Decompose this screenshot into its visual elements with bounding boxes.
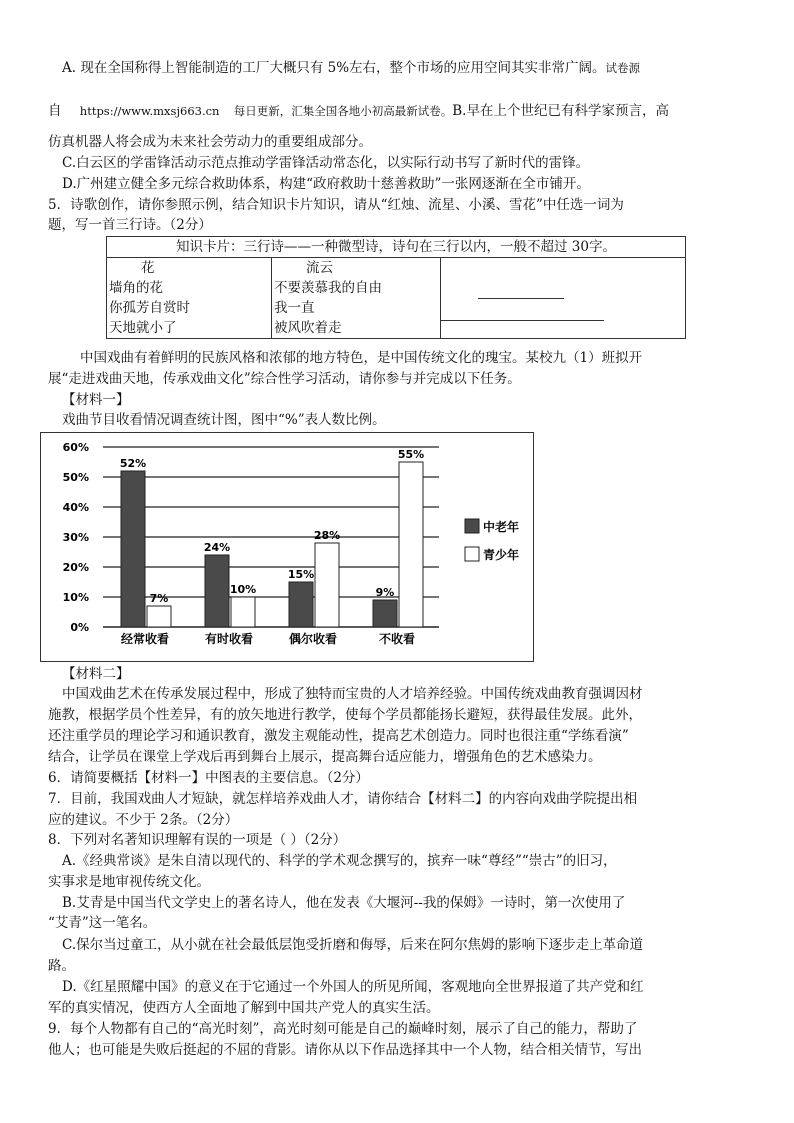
answer-blank-1[interactable] — [478, 298, 564, 299]
material-2-title: 【材料二】 — [62, 666, 130, 682]
bar-middle-aged — [205, 555, 229, 627]
watermark-text: 每日更新，汇集全国各地小初高最新试卷。 — [233, 104, 453, 118]
material-2-line4: 结合，让学员在课堂上学戏后再到舞台上展示，提高舞台适应能力，增强角色的艺术感染力。 — [48, 749, 602, 765]
legend-swatch — [465, 547, 479, 561]
x-tick-label: 经常收看 — [120, 632, 170, 646]
data-label: 9% — [375, 586, 395, 599]
question-8-option-c-line1: C.保尔当过童工，从小就在社会最低层饱受折磨和侮辱，后来在阿尔焦姆的影响下逐步走上革命道 — [62, 937, 644, 953]
x-tick-label: 有时收看 — [204, 632, 254, 646]
question-8-option-b-line2: “艾青”这一笔名。 — [48, 915, 157, 931]
option-a-text: A. 现在全国称得上智能制造的工厂大概只有 5%左右，整个市场的应用空间其实非常广阔。 — [62, 60, 606, 76]
answer-blank-2[interactable] — [440, 320, 604, 321]
material-1-desc: 戏曲节目收看情况调查统计图，图中“%”表人数比例。 — [62, 412, 386, 428]
bar-youth — [147, 606, 171, 627]
poem1-line2: 你孤芳自赏时 — [109, 300, 190, 316]
y-tick-label: 60% — [62, 441, 89, 454]
question-9-line2: 他人；也可能是失败后挺起的不屈的背影。请你从以下作品选择其中一个人物，结合相关情节，写出 — [48, 1042, 642, 1058]
bar-middle-aged — [373, 600, 397, 627]
intro-line1: 中国戏曲有着鲜明的民族风格和浓郁的地方特色，是中国传统文化的瑰宝。某校九（1）班拟开 — [80, 350, 643, 366]
y-tick-label: 50% — [62, 471, 89, 484]
chart-frame — [40, 432, 534, 662]
material-1-title: 【材料一】 — [62, 392, 130, 408]
bar-youth — [231, 597, 255, 627]
watermark-line — [48, 101, 746, 121]
option-b-continued: 仿真机器人将会成为未来社会劳动力的重要组成部分。 — [48, 134, 372, 150]
legend-swatch — [465, 519, 479, 533]
question-8-option-c-line2: 路。 — [48, 958, 75, 974]
x-tick-label: 偶尔收看 — [288, 632, 338, 646]
bar-middle-aged — [289, 582, 313, 627]
option-a-line — [62, 58, 746, 78]
y-tick-label: 30% — [62, 531, 89, 544]
question-8: 8．下列对名著知识理解有误的一项是（ ）（2分） — [48, 832, 347, 848]
option-c-text: C.白云区的学雷锋活动示范点推动学雷锋活动常态化，以实际行动书写了新时代的雷锋。 — [62, 155, 590, 171]
bar-chart — [41, 433, 533, 661]
question-8-option-d-line1: D.《红星照耀中国》的意义在于它通过一个外国人的所见所闻，客观地向全世界报道了共产党和红 — [62, 979, 644, 995]
data-label: 24% — [203, 541, 231, 554]
poem-example-2 — [272, 258, 441, 339]
bar-youth — [315, 543, 339, 627]
option-b-text: B.早在上个世纪已有科学家预言，高 — [452, 103, 669, 119]
poem-example-1 — [107, 258, 272, 339]
question-7-line2: 应的建议。不少于 2条。（2分） — [48, 812, 239, 828]
data-label: 55% — [397, 448, 425, 461]
watermark-tail: 试卷源 — [605, 61, 641, 75]
y-tick-label: 10% — [62, 591, 89, 604]
x-tick-label: 不收看 — [378, 632, 416, 646]
poem1-line3: 天地就小了 — [109, 320, 177, 336]
question-9-line1: 9．每个人物都有自己的“高光时刻”，高光时刻可能是自己的巅峰时刻，展示了自己的能力，帮助了 — [48, 1021, 638, 1037]
question-8-option-a-line1: A.《经典常谈》是朱自清以现代的、科学的学术观念撰写的，摈弃一味“尊经”“崇古”的旧习， — [62, 853, 617, 869]
data-label: 15% — [287, 568, 315, 581]
poem1-line1: 墙角的花 — [109, 280, 163, 296]
knowledge-card-header: 知识卡片：三行诗——一种微型诗，诗句在三行以内，一般不超过 30字。 — [107, 237, 686, 258]
data-label: 28% — [313, 529, 341, 542]
y-tick-label: 40% — [62, 501, 89, 514]
question-7-line1: 7．目前，我国戏曲人才短缺，就怎样培养戏曲人才，请你结合【材料二】的内容向戏曲学院提出相 — [48, 791, 638, 807]
poem1-title: 花 — [141, 260, 155, 276]
poem2-line1: 不要羡慕我的自由 — [274, 280, 382, 296]
poem2-title: 流云 — [306, 260, 333, 276]
legend-label: 中老年 — [483, 520, 520, 534]
watermark-prefix: 自 — [48, 103, 62, 119]
question-5-line1: 5．诗歌创作，请你参照示例，结合知识卡片知识，请从“红烛、流星、小溪、雪花”中任选一词为 — [48, 197, 624, 213]
question-5-line2: 题，写一首三行诗。（2分） — [48, 217, 212, 233]
poem2-line3: 被风吹着走 — [274, 320, 342, 336]
poem2-line2: 我一直 — [274, 300, 315, 316]
y-tick-label: 0% — [70, 621, 89, 634]
material-2-line3: 还注重学员的理论学习和通识教育，激发主观能动性，提高艺术创造力。同时也很注重“学练看演” — [48, 728, 629, 744]
bar-middle-aged — [121, 471, 145, 627]
material-2-line1: 中国戏曲艺术在传承发展过程中，形成了独特而宝贵的人才培养经验。中国传统戏曲教育强调因材 — [62, 686, 643, 702]
watermark-url[interactable]: https://www.mxsj663.cn — [79, 104, 220, 118]
data-label: 7% — [149, 592, 169, 605]
legend-label: 青少年 — [483, 548, 520, 562]
intro-line2: 展“走进戏曲天地，传承戏曲文化”综合性学习活动，请你参与并完成以下任务。 — [48, 371, 521, 387]
option-d-text: D.广州建立健全多元综合救助体系，构建“政府救助十慈善救助”一张网逐渐在全市铺开。 — [62, 176, 590, 192]
question-8-option-a-line2: 实事求是地审视传统文化。 — [48, 874, 210, 890]
question-8-option-d-line2: 军的真实情况，使西方人全面地了解到中国共产党人的真实生活。 — [48, 1000, 440, 1016]
y-tick-label: 20% — [62, 561, 89, 574]
bar-youth — [399, 462, 423, 627]
question-6: 6．请简要概括【材料一】中图表的主要信息。（2分） — [48, 770, 369, 786]
data-label: 10% — [229, 583, 257, 596]
knowledge-card-table — [106, 236, 686, 339]
question-8-option-b-line1: B.艾青是中国当代文学史上的著名诗人，他在发表《大堰河--我的保姆》一诗时，第一次使用了 — [62, 895, 626, 911]
material-2-line2: 施教，根据学员个性差异，有的放矢地进行教学，使每个学员都能扬长避短，获得最佳发展。此外， — [48, 707, 642, 723]
data-label: 52% — [119, 457, 147, 470]
